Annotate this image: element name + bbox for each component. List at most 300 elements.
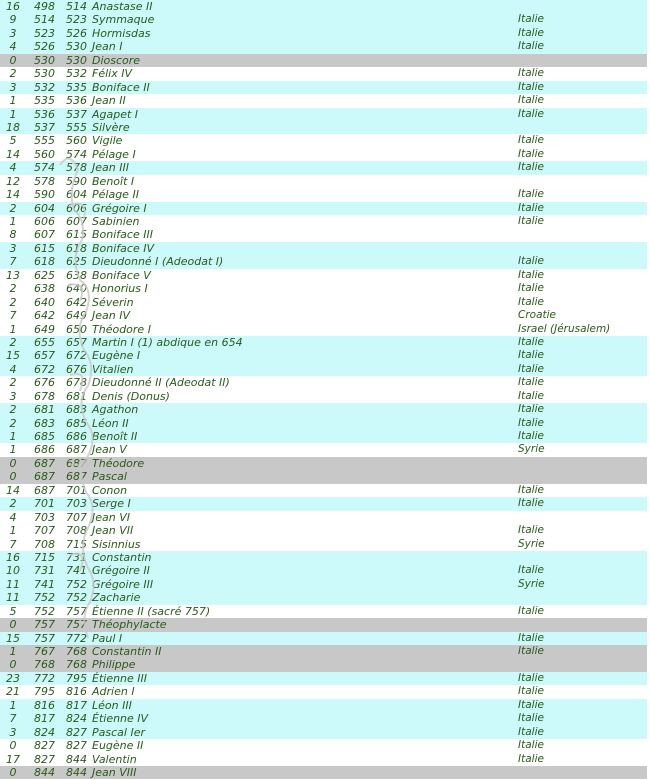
end-year-cell: 757 — [66, 604, 87, 618]
pope-name-cell: Dieudonné II (Adeodat II) — [92, 376, 230, 390]
country-cell: Italie — [518, 645, 544, 657]
country-cell: Italie — [518, 524, 544, 537]
pope-name-cell: Benoît I — [92, 174, 135, 188]
country-cell: Italie — [518, 94, 544, 107]
start-year-cell: 817 — [34, 712, 55, 726]
country-cell: Israel (Jérusalem) — [518, 322, 611, 335]
reign-years-cell: 2 — [9, 295, 17, 309]
pope-name-cell: Boniface II — [92, 80, 150, 94]
table-row — [0, 228, 647, 241]
pope-name-cell: Jean IV — [92, 309, 130, 323]
end-year-cell: 606 — [66, 201, 87, 215]
start-year-cell: 715 — [34, 550, 55, 564]
pope-name-cell: Agathon — [92, 403, 139, 417]
end-year-cell: 827 — [66, 739, 87, 753]
reign-years-cell: 2 — [9, 497, 17, 511]
table-row — [0, 121, 647, 134]
start-year-cell: 687 — [34, 456, 55, 470]
reign-years-cell: 2 — [9, 376, 17, 390]
table-row — [0, 403, 647, 416]
pope-name-cell: Dioscore — [92, 53, 141, 67]
country-cell: Italie — [518, 26, 544, 39]
table-row — [0, 551, 647, 564]
start-year-cell: 757 — [34, 631, 55, 645]
end-year-cell: 523 — [66, 13, 87, 27]
reign-years-cell: 0 — [9, 739, 17, 753]
table-row — [0, 605, 647, 618]
end-year-cell: 640 — [66, 282, 87, 296]
start-year-cell: 535 — [34, 94, 55, 108]
table-row — [0, 497, 647, 510]
end-year-cell: 681 — [66, 389, 87, 403]
country-cell: Italie — [518, 134, 544, 147]
end-year-cell: 768 — [66, 645, 87, 658]
table-row — [0, 457, 647, 470]
end-year-cell: 638 — [66, 268, 87, 282]
table-row — [0, 349, 647, 362]
pope-name-cell: Léon II — [92, 416, 129, 430]
pope-name-cell: Étienne IV — [92, 712, 149, 726]
start-year-cell: 741 — [34, 577, 55, 591]
pope-name-cell: Zacharie — [92, 591, 141, 605]
end-year-cell: 687 — [66, 456, 87, 470]
reign-years-cell: 23 — [6, 671, 20, 685]
country-cell: Italie — [518, 671, 544, 684]
start-year-cell: 590 — [34, 188, 55, 202]
pope-name-cell: Séverin — [92, 295, 134, 309]
country-cell: Italie — [518, 362, 544, 375]
table-row — [0, 269, 647, 282]
table-row — [0, 672, 647, 685]
table-row — [0, 54, 647, 67]
pope-name-cell: Pascal Ier — [92, 725, 145, 739]
end-year-cell: 649 — [66, 309, 87, 323]
reign-years-cell: 0 — [9, 658, 17, 672]
end-year-cell: 772 — [66, 631, 87, 645]
start-year-cell: 708 — [34, 537, 55, 551]
start-year-cell: 767 — [34, 645, 55, 658]
reign-years-cell: 2 — [9, 67, 17, 81]
end-year-cell: 768 — [66, 658, 87, 672]
start-year-cell: 530 — [34, 67, 55, 81]
pope-name-cell: Théophylacte — [92, 618, 167, 632]
reign-years-cell: 9 — [9, 13, 17, 27]
start-year-cell: 574 — [34, 161, 55, 175]
reign-years-cell: 2 — [9, 416, 17, 430]
end-year-cell: 824 — [66, 712, 87, 726]
reign-years-cell: 16 — [6, 0, 20, 13]
end-year-cell: 678 — [66, 376, 87, 390]
pope-name-cell: Jean III — [92, 161, 129, 175]
table-row — [0, 712, 647, 725]
start-year-cell: 687 — [34, 483, 55, 497]
reign-years-cell: 5 — [9, 604, 17, 618]
pope-name-cell: Paul I — [92, 631, 123, 645]
table-row — [0, 215, 647, 228]
reign-years-cell: 14 — [6, 188, 20, 202]
table-row — [0, 94, 647, 107]
start-year-cell: 526 — [34, 40, 55, 54]
country-cell: Italie — [518, 604, 544, 617]
start-year-cell: 683 — [34, 416, 55, 430]
reign-years-cell: 11 — [6, 577, 20, 591]
end-year-cell: 827 — [66, 725, 87, 739]
table-row — [0, 739, 647, 752]
pope-name-cell: Philippe — [92, 658, 136, 672]
end-year-cell: 672 — [66, 349, 87, 363]
table-row — [0, 699, 647, 712]
reign-years-cell: 1 — [9, 524, 17, 538]
end-year-cell: 816 — [66, 685, 87, 699]
pope-name-cell: Jean II — [92, 94, 126, 108]
start-year-cell: 686 — [34, 443, 55, 457]
reign-years-cell: 14 — [6, 483, 20, 497]
end-year-cell: 650 — [66, 322, 87, 336]
table-row — [0, 390, 647, 403]
end-year-cell: 685 — [66, 416, 87, 430]
end-year-cell: 844 — [66, 765, 87, 779]
pope-name-cell: Conon — [92, 483, 128, 497]
pope-name-cell: Pascal — [92, 470, 127, 484]
country-cell: Italie — [518, 188, 544, 201]
end-year-cell: 615 — [66, 228, 87, 242]
reign-years-cell: 3 — [9, 241, 17, 255]
reign-years-cell: 7 — [9, 712, 17, 726]
reign-years-cell: 1 — [9, 322, 17, 336]
pope-name-cell: Pélage II — [92, 188, 139, 202]
end-year-cell: 535 — [66, 80, 87, 94]
start-year-cell: 824 — [34, 725, 55, 739]
reign-years-cell: 1 — [9, 698, 17, 712]
reign-years-cell: 8 — [9, 228, 17, 242]
start-year-cell: 678 — [34, 389, 55, 403]
start-year-cell: 618 — [34, 255, 55, 269]
start-year-cell: 625 — [34, 268, 55, 282]
reign-years-cell: 17 — [6, 752, 20, 766]
country-cell: Italie — [518, 739, 544, 752]
reign-years-cell: 4 — [9, 510, 17, 524]
start-year-cell: 640 — [34, 295, 55, 309]
table-row — [0, 564, 647, 577]
reign-years-cell: 1 — [9, 94, 17, 108]
pope-name-cell: Dieudonné I (Adeodat I) — [92, 255, 224, 269]
pope-name-cell: Vitalien — [92, 362, 134, 376]
country-cell: Syrie — [518, 537, 545, 550]
start-year-cell: 687 — [34, 470, 55, 484]
start-year-cell: 703 — [34, 510, 55, 524]
pope-name-cell: Boniface IV — [92, 241, 154, 255]
country-cell: Croatie — [518, 309, 557, 322]
end-year-cell: 642 — [66, 295, 87, 309]
table-row — [0, 363, 647, 376]
pope-name-cell: Denis (Donus) — [92, 389, 170, 403]
start-year-cell: 514 — [34, 13, 55, 27]
reign-years-cell: 2 — [9, 201, 17, 215]
start-year-cell: 655 — [34, 335, 55, 349]
table-row — [0, 282, 647, 295]
end-year-cell: 701 — [66, 483, 87, 497]
table-row — [0, 175, 647, 188]
country-cell: Italie — [518, 752, 544, 765]
start-year-cell: 768 — [34, 658, 55, 672]
start-year-cell: 604 — [34, 201, 55, 215]
end-year-cell: 731 — [66, 550, 87, 564]
country-cell: Italie — [518, 389, 544, 402]
pope-name-cell: Sabinien — [92, 215, 140, 228]
reign-years-cell: 7 — [9, 309, 17, 323]
pope-name-cell: Agapet I — [92, 107, 139, 121]
reign-years-cell: 2 — [9, 282, 17, 296]
table-row — [0, 726, 647, 739]
country-cell: Italie — [518, 107, 544, 120]
pope-name-cell: Martin I (1) abdique en 654 — [92, 335, 243, 349]
country-cell: Italie — [518, 564, 544, 577]
table-row — [0, 645, 647, 658]
start-year-cell: 649 — [34, 322, 55, 336]
country-cell: Italie — [518, 376, 544, 389]
start-year-cell: 816 — [34, 698, 55, 712]
table-row — [0, 685, 647, 698]
reign-years-cell: 4 — [9, 40, 17, 54]
end-year-cell: 560 — [66, 134, 87, 148]
reign-years-cell: 18 — [6, 120, 20, 134]
end-year-cell: 536 — [66, 94, 87, 108]
end-year-cell: 618 — [66, 241, 87, 255]
end-year-cell: 590 — [66, 174, 87, 188]
table-row — [0, 417, 647, 430]
reign-years-cell: 7 — [9, 255, 17, 269]
pope-name-cell: Boniface V — [92, 268, 151, 282]
start-year-cell: 795 — [34, 685, 55, 699]
reign-years-cell: 0 — [9, 456, 17, 470]
pope-name-cell: Félix IV — [92, 67, 132, 81]
pope-name-cell: Boniface III — [92, 228, 153, 242]
country-cell: Italie — [518, 430, 544, 442]
end-year-cell: 537 — [66, 107, 87, 121]
end-year-cell: 741 — [66, 564, 87, 578]
reign-years-cell: 3 — [9, 389, 17, 403]
start-year-cell: 537 — [34, 120, 55, 134]
end-year-cell: 607 — [66, 215, 87, 228]
start-year-cell: 642 — [34, 309, 55, 323]
end-year-cell: 604 — [66, 188, 87, 202]
table-row — [0, 161, 647, 174]
end-year-cell: 555 — [66, 120, 87, 134]
country-cell: Italie — [518, 497, 544, 510]
country-cell: Italie — [518, 67, 544, 80]
table-row — [0, 430, 647, 443]
country-cell: Italie — [518, 282, 544, 295]
reign-years-cell: 1 — [9, 430, 17, 443]
end-year-cell: 752 — [66, 577, 87, 591]
end-year-cell: 687 — [66, 470, 87, 484]
table-row — [0, 376, 647, 389]
table-row — [0, 202, 647, 215]
end-year-cell: 707 — [66, 510, 87, 524]
table-row — [0, 753, 647, 766]
reign-years-cell: 1 — [9, 443, 17, 457]
pope-name-cell: Serge I — [92, 497, 131, 511]
pope-name-cell: Adrien I — [92, 685, 135, 699]
end-year-cell: 625 — [66, 255, 87, 269]
pope-name-cell: Silvère — [92, 120, 130, 134]
table-row — [0, 188, 647, 201]
pope-name-cell: Constantin — [92, 550, 152, 564]
table-row — [0, 242, 647, 255]
country-cell: Italie — [518, 685, 544, 698]
pope-name-cell: Jean I — [92, 40, 123, 54]
reign-years-cell: 1 — [9, 645, 17, 658]
country-cell: Italie — [518, 403, 544, 416]
end-year-cell: 817 — [66, 698, 87, 712]
country-cell: Syrie — [518, 577, 545, 590]
end-year-cell: 715 — [66, 537, 87, 551]
reign-years-cell: 11 — [6, 591, 20, 605]
country-cell: Italie — [518, 40, 544, 53]
reign-years-cell: 0 — [9, 53, 17, 67]
country-cell: Italie — [518, 725, 544, 738]
pope-name-cell: Jean VII — [92, 524, 134, 538]
start-year-cell: 530 — [34, 53, 55, 67]
table-row — [0, 658, 647, 671]
start-year-cell: 685 — [34, 430, 55, 443]
reign-years-cell: 3 — [9, 725, 17, 739]
table-row — [0, 484, 647, 497]
country-cell: Italie — [518, 161, 544, 174]
table-row — [0, 40, 647, 53]
country-cell: Italie — [518, 255, 544, 268]
reign-years-cell: 0 — [9, 765, 17, 779]
pope-name-cell: Jean V — [92, 443, 127, 457]
end-year-cell: 683 — [66, 403, 87, 417]
start-year-cell: 498 — [34, 0, 55, 13]
end-year-cell: 657 — [66, 335, 87, 349]
table-row — [0, 618, 647, 631]
reign-years-cell: 3 — [9, 80, 17, 94]
pope-name-cell: Grégoire I — [92, 201, 147, 215]
reign-years-cell: 21 — [6, 685, 20, 699]
country-cell: Italie — [518, 712, 544, 725]
end-year-cell: 578 — [66, 161, 87, 175]
table-row — [0, 336, 647, 349]
table-row — [0, 67, 647, 80]
country-cell: Italie — [518, 698, 544, 711]
country-cell: Italie — [518, 13, 544, 26]
table-row — [0, 632, 647, 645]
end-year-cell: 532 — [66, 67, 87, 81]
reign-years-cell: 0 — [9, 618, 17, 632]
reign-years-cell: 2 — [9, 335, 17, 349]
end-year-cell: 686 — [66, 430, 87, 443]
end-year-cell: 687 — [66, 443, 87, 457]
pope-name-cell: Jean VI — [92, 510, 130, 524]
start-year-cell: 827 — [34, 752, 55, 766]
table-row — [0, 511, 647, 524]
table-row — [0, 524, 647, 537]
pope-name-cell: Étienne III — [92, 671, 148, 685]
reign-years-cell: 5 — [9, 134, 17, 148]
table-row — [0, 766, 647, 779]
start-year-cell: 827 — [34, 739, 55, 753]
table-row — [0, 0, 647, 13]
end-year-cell: 844 — [66, 752, 87, 766]
table-row — [0, 309, 647, 322]
start-year-cell: 672 — [34, 362, 55, 376]
end-year-cell: 703 — [66, 497, 87, 511]
table-row — [0, 148, 647, 161]
end-year-cell: 708 — [66, 524, 87, 538]
end-year-cell: 530 — [66, 53, 87, 67]
start-year-cell: 757 — [34, 618, 55, 632]
reign-years-cell: 14 — [6, 147, 20, 161]
country-cell: Italie — [518, 147, 544, 160]
start-year-cell: 752 — [34, 591, 55, 605]
start-year-cell: 578 — [34, 174, 55, 188]
pope-name-cell: Léon III — [92, 698, 132, 712]
reign-years-cell: 2 — [9, 403, 17, 417]
reign-years-cell: 1 — [9, 215, 17, 228]
pope-name-cell: Valentin — [92, 752, 137, 766]
pope-name-cell: Pélage I — [92, 147, 136, 161]
start-year-cell: 638 — [34, 282, 55, 296]
country-cell: Italie — [518, 335, 544, 348]
table-row — [0, 13, 647, 26]
pope-name-cell: Anastase II — [92, 0, 153, 13]
pope-name-cell: Honorius I — [92, 282, 148, 296]
table-row — [0, 81, 647, 94]
pope-name-cell: Étienne II (sacré 757) — [92, 604, 211, 618]
pope-name-cell: Hormisdas — [92, 26, 151, 40]
end-year-cell: 526 — [66, 26, 87, 40]
reign-years-cell: 0 — [9, 470, 17, 484]
start-year-cell: 752 — [34, 604, 55, 618]
country-cell: Italie — [518, 631, 544, 644]
start-year-cell: 731 — [34, 564, 55, 578]
table-row — [0, 470, 647, 483]
start-year-cell: 536 — [34, 107, 55, 121]
reign-years-cell: 16 — [6, 550, 20, 564]
reign-years-cell: 15 — [6, 631, 20, 645]
start-year-cell: 560 — [34, 147, 55, 161]
reign-years-cell: 13 — [6, 268, 20, 282]
country-cell: Italie — [518, 215, 544, 227]
country-cell: Italie — [518, 295, 544, 308]
pope-name-cell: Théodore — [92, 456, 145, 470]
reign-years-cell: 3 — [9, 26, 17, 40]
country-cell: Italie — [518, 483, 544, 496]
end-year-cell: 676 — [66, 362, 87, 376]
start-year-cell: 606 — [34, 215, 55, 228]
start-year-cell: 701 — [34, 497, 55, 511]
pope-name-cell: Eugène II — [92, 739, 144, 753]
start-year-cell: 707 — [34, 524, 55, 538]
start-year-cell: 607 — [34, 228, 55, 242]
pope-name-cell: Sisinnius — [92, 537, 141, 551]
reign-years-cell: 1 — [9, 107, 17, 121]
start-year-cell: 676 — [34, 376, 55, 390]
end-year-cell: 752 — [66, 591, 87, 605]
table-row — [0, 443, 647, 456]
pope-name-cell: Constantin II — [92, 645, 162, 658]
end-year-cell: 514 — [66, 0, 87, 13]
pope-name-cell: Grégoire II — [92, 564, 150, 578]
reign-years-cell: 15 — [6, 349, 20, 363]
table-row — [0, 296, 647, 309]
start-year-cell: 681 — [34, 403, 55, 417]
table-row — [0, 255, 647, 268]
start-year-cell: 772 — [34, 671, 55, 685]
end-year-cell: 757 — [66, 618, 87, 632]
